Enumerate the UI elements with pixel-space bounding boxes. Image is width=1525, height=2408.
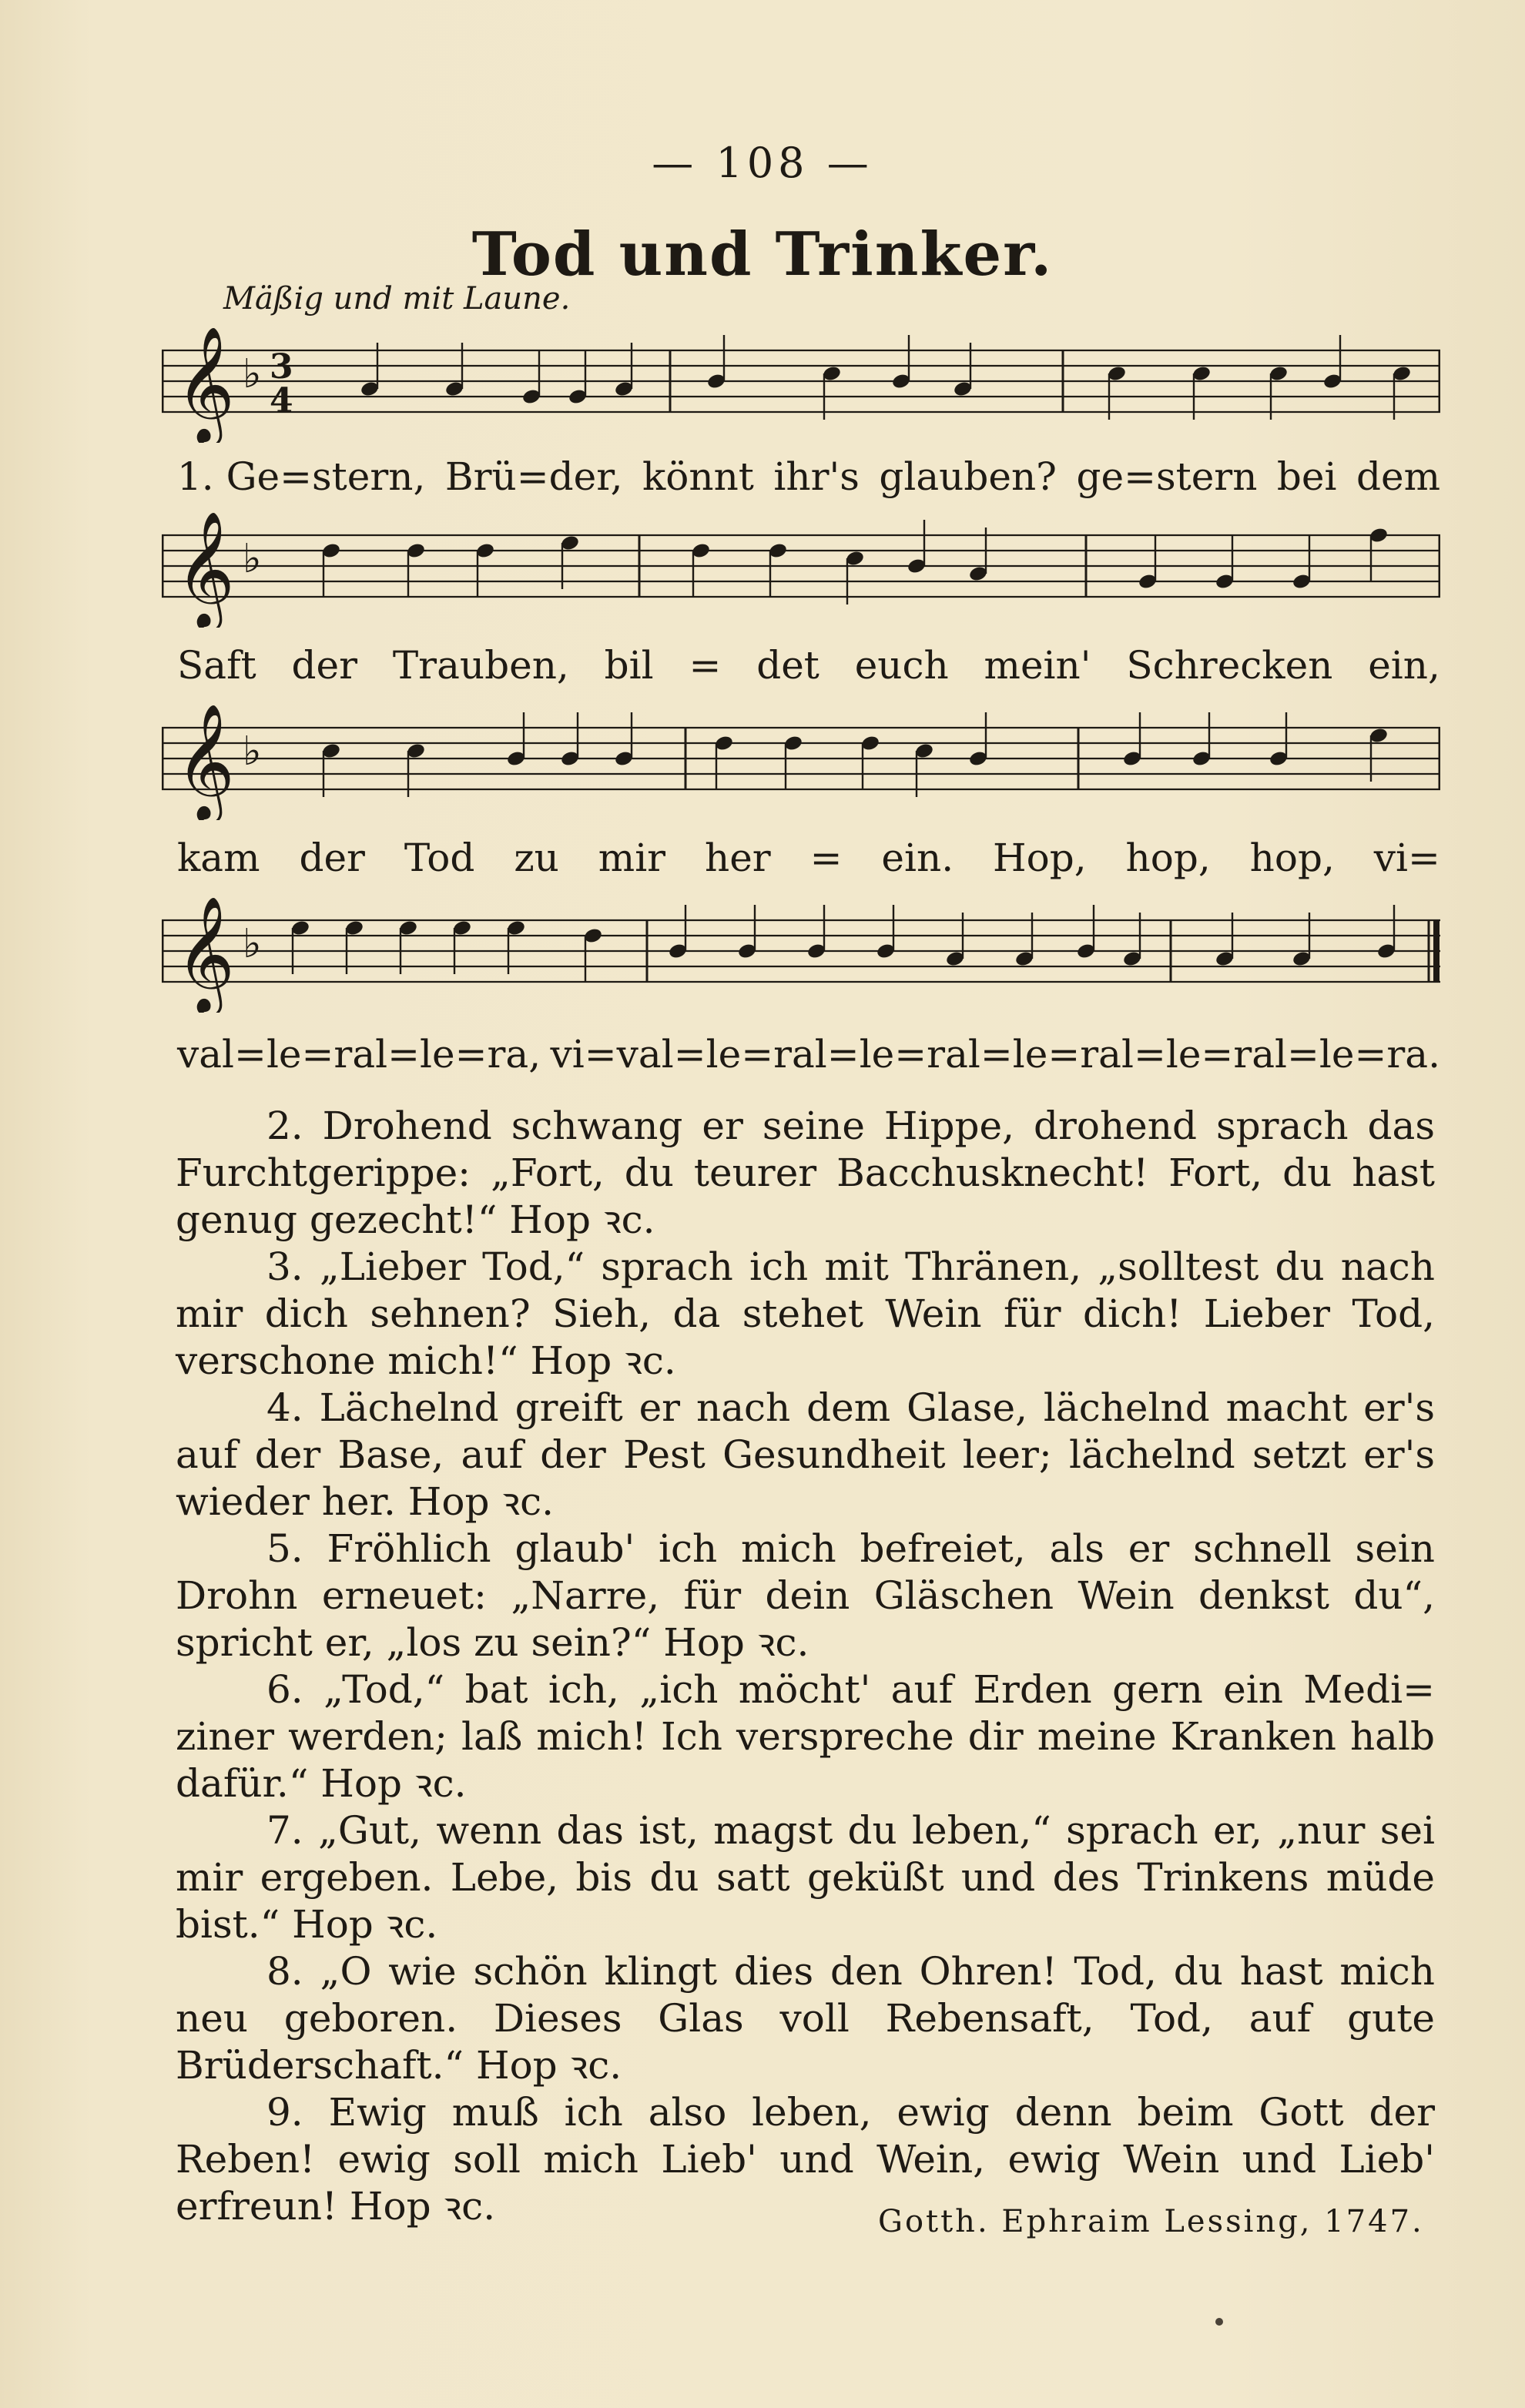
lyric-word: ihr's [773, 454, 860, 499]
lyric-word: der [291, 643, 357, 688]
music-staff-3 [162, 705, 1440, 820]
music-staff-2 [162, 512, 1440, 628]
lyric-word: vi= [1373, 836, 1440, 880]
lyric-word: mein' [984, 643, 1091, 688]
lyric-word: 1. Ge=stern, [177, 454, 426, 499]
music-staff-4 [162, 897, 1440, 1013]
lyric-word: kam [177, 836, 260, 880]
lyric-word: hop, [1125, 836, 1211, 880]
verse-2: 2. Drohend schwang er seine Hippe, drohend sprach das Furchtgerippe: „Fort, du teurer Bacchusknecht! Fort, du hast genug gezecht!“ Hop ꝛc. [176, 1104, 1435, 1242]
lyric-word: = [689, 643, 722, 688]
key-flat-icon: ♭ [243, 536, 262, 582]
page-number: — 108 — [652, 139, 873, 187]
lyric-line-1 [177, 454, 1440, 499]
music-staff-1 [162, 327, 1440, 443]
verse-9: 9. Ewig muß ich also leben, ewig denn beim Gott der Reben! ewig soll mich Lieb' und Wein, ewig Wein und Lieb' erfreun! Hop ꝛc. [176, 2090, 1435, 2229]
treble-clef-icon: 𝄞 [176, 327, 235, 442]
lyric-word: hop, [1249, 836, 1335, 880]
lyric-word: könnt [642, 454, 754, 499]
key-flat-icon: ♭ [243, 728, 262, 775]
lyric-word: her [705, 836, 771, 880]
lyric-word: bei [1276, 454, 1337, 499]
verse-4: 4. Lächelnd greift er nach dem Glase, lächelnd macht er's auf der Base, auf der Pest Gesundheit leer; lächelnd setzt er's wieder her. Hop ꝛc. [176, 1385, 1435, 1524]
lyric-word: Hop, [993, 836, 1087, 880]
verses [176, 1103, 1435, 2230]
key-flat-icon: ♭ [243, 921, 262, 967]
verse-8: 8. „O wie schön klingt dies den Ohren! Tod, du hast mich neu geboren. Dieses Glas voll Rebensaft, Tod, auf gute Brüderschaft.“ Hop ꝛc. [176, 1949, 1435, 2088]
lyric-line-3 [177, 836, 1440, 880]
lyric-word: val=le=ral=le=ra, [177, 1032, 541, 1077]
verse-5: 5. Fröhlich glaub' ich mich befreiet, als er schnell sein Drohn erneuet: „Narre, für dein Gläschen Wein denkst du“, spricht er, „los zu sein?“ Hop ꝛc. [176, 1526, 1435, 1665]
lyric-word: Tod [404, 836, 475, 880]
key-flat-icon: ♭ [243, 351, 262, 397]
lyric-word: zu [514, 836, 559, 880]
lyric-word: euch [854, 643, 949, 688]
verse-6: 6. „Tod,“ bat ich, „ich möcht' auf Erden gern ein Medi= ziner werden; laß mich! Ich verspreche dir meine Kranken halb dafür.“ Hop ꝛc. [176, 1667, 1435, 1806]
time-signature-bottom: 4 [270, 381, 293, 420]
verse-3: 3. „Lieber Tod,“ sprach ich mit Thränen, „solltest du nach mir dich sehnen? Sieh, da stehet Wein für dich! Lieber Tod, verschone mich!“ Hop ꝛc. [176, 1244, 1435, 1383]
lyric-word: der [299, 836, 365, 880]
lyric-word: Schrecken [1126, 643, 1333, 688]
lyric-line-2 [177, 643, 1440, 688]
lyric-word: mir [598, 836, 666, 880]
treble-clef-icon: 𝄞 [176, 512, 235, 627]
tempo-marking: Mäßig und mit Laune. [223, 281, 571, 316]
lyric-word: = [809, 836, 843, 880]
verse-7: 7. „Gut, wenn das ist, magst du leben,“ sprach er, „nur sei mir ergeben. Lebe, bis du satt geküßt und des Trinkens müde bist.“ Hop ꝛc. [176, 1808, 1435, 1947]
lyric-word: bil [604, 643, 654, 688]
lyric-word: vi=val=le=ral=le=ral=le=ral=le=ral=le=ra. [550, 1032, 1440, 1077]
lyric-line-4 [177, 1032, 1440, 1077]
lyric-word: Trauben, [392, 643, 569, 688]
treble-clef-icon: 𝄞 [176, 705, 235, 819]
lyric-word: ein. [881, 836, 954, 880]
lyric-word: dem [1356, 454, 1440, 499]
author-credit: Gotth. Ephraim Lessing, 1747. [878, 2204, 1424, 2239]
song-title: Tod und Trinker. [471, 219, 1054, 290]
lyric-word: det [756, 643, 819, 688]
treble-clef-icon: 𝄞 [176, 897, 235, 1012]
lyric-word: ge=stern [1076, 454, 1258, 499]
ink-speck [1215, 2318, 1223, 2326]
lyric-word: ein, [1368, 643, 1440, 688]
lyric-word: glauben? [879, 454, 1057, 499]
time-signature-top: 3 [270, 347, 293, 387]
lyric-word: Brü=der, [444, 454, 623, 499]
lyric-word: Saft [177, 643, 256, 688]
